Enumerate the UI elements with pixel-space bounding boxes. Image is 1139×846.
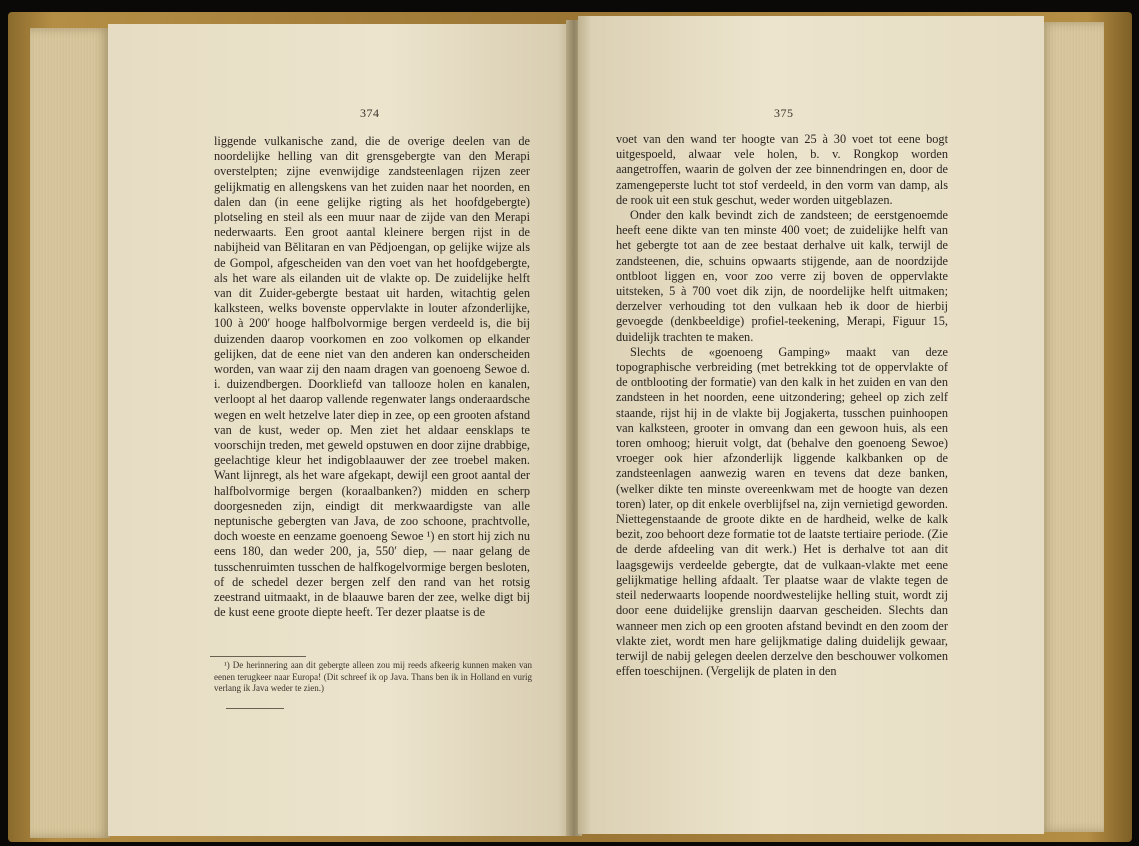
page-number-left: 374 (360, 106, 380, 120)
footnote-end-rule (226, 708, 284, 709)
right-body-text (616, 132, 948, 679)
right-paragraph-1: voet van den wand ter hoogte van 25 à 30 voet tot eene bogt uitgespoeld, alwaar vele holen, b. v. Rongkop worden aangetroffen, waarin de golven der zee binnendringen en, door de zamengeperste lucht tot stof verdeeld, in den vorm van damp, als de rook uit een stuk geschut, weder worden uitgeblazen. (616, 132, 948, 207)
left-paragraph-1: liggende vulkanische zand, die de overige deelen van de noordelijke helling van dit grensgebergte van den Merapi overstelpten; zijne evenwijdige zandsteenlagen rijzen zeer gelijkmatig en allengskens van het zuiden naar het noorden, en dalen dan (in eene gelijke rigting als het hoofdgebergte) plotseling en steil als een muur naar de zijde van den Merapi nederwaarts. Een groot aantal kleinere bergen rijst in de nabijheid van Bělitaran en van Pědjoengan, op gelijke wijze als de Gompol, afgescheiden van den voet van het hoofdgebergte, als het ware als eilanden uit de vlakte op. De zuidelijke helft van dit Zuider-gebergte bestaat uit harden, witachtig gelen kalksteen, welks bovenste oppervlakte in louter afzonderlijke, 100 à 200′ hooge halfbolvormige bergen verdeeld is, die bij duizenden daarop voorkomen en zoo volkomen op elkander gelijken, dat de eene niet van den anderen kan onderscheiden worden, van waar zij den naam dragen van goenoeng Sewoe d. i. duizendbergen. Doorkliefd van tallooze holen en kanalen, verloopt al het daarop vallende regenwater langs onderaardsche wegen en welt hetzelve later diep in zee, op een grooten afstand van de kust, weder op. Men ziet het aldaar eensklaps te voorschijn treden, met geweld opstuwen en door zijne drabbige, geelachtige kleur het indigoblaauwer der zee troebel maken. Want lijnregt, als het ware afgekapt, dewijl een groot aantal der halfbolvormige bergen (koraalbanken?) midden en scherp doorgesneden zijn, eindigt dit merkwaardigste van alle neptunische gebergten van Java, de zoo schoone, prachtvolle, doch woeste en eenzame goenoeng Sewoe ¹) en stort hij zich nu eens 180, dan weder 200, ja, 550′ diep, — naar gelang de tusschenruimten tusschen de halfkogelvormige bergen besloten, of de schedel dezer bergen zelf den rand van het rotsig zeestrand uitmaakt, in de blaauwe baren der zee, welke digt bij de kust eene groote diepte heeft. Ter dezer plaatse is de (214, 134, 530, 620)
footnote-text: ¹) De herinnering aan dit gebergte alleen zou mij reeds afkeerig kunnen maken van eenen terugkeer naar Europa! (Dit schreef ik op Java. Thans ben ik in Holland en vurig verlang ik Java weder te zien.) (214, 660, 532, 693)
left-page (108, 24, 572, 836)
right-page-edges (1040, 22, 1104, 832)
left-page-edges (30, 28, 110, 838)
right-paragraph-2: Onder den kalk bevindt zich de zandsteen; de eerstgenoemde heeft eene dikte van ten minste 400 voet; de zuidelijke helft van het gebergte tot aan de zee bestaat derhalve uit kalk, terwijl de zandsteenen, die, schuins opwaarts stijgende, aan de noordzijde ontbloot liggen en, voor zoo verre zij boven de oppervlakte uitsteken, 5 à 700 voet dik zijn, de noordelijke helft uitmaken; derzelver verhouding tot den vulkaan heb ik door de hierbij gevoegde (denkbeeldige) profiel-teekening, Merapi, Figuur 15, duidelijk trachten te maken. (616, 208, 948, 344)
page-number-right: 375 (774, 106, 794, 120)
footnote-separator (210, 656, 306, 657)
footnote (214, 660, 532, 695)
right-paragraph-3: Slechts de «goenoeng Gamping» maakt van deze topographische verbreiding (met betrekking tot de oppervlakte of de ontblooting der formatie) van den kalk in het zuiden en van den zandsteen in het noorden, eene uitzondering; geheel op zich zelf staande, rijst hij in de vlakte bij Jogjakerta, tusschen puinhoopen van kalksteen, grooter in omvang dan een gewoon huis, als een toren omhoog; hieruit volgt, dat (behalve den goenoeng Sewoe) vroeger ook hier afzonderlijk liggende kalkbanken op de zandsteenlagen aanwezig waren en tevens dat deze banken, (welker dikte ten minste overeenkwam met de hoogte van dezen toren) later, op dit enkele overblijfsel na, zijn vernietigd geworden. Niettegenstaande de groote dikte en de hardheid, welke de kalk bezit, zoo behoort deze formatie tot de laatste tertiaire periode. (Zie de derde afdeeling van dit werk.) Het is derhalve tot aan dit laagsgewijs verdeelde gebergte, dat de vulkaan-vlakte met eene gelijkmatige helling afdaalt. Ter plaatse waar de vlakte tegen de steil nederwaarts loopende noordwestelijke helling stuit, wordt zij door eene duidelijke grenslijn daarvan gescheiden. Slechts dan wanneer men zich op een grooten afstand bevindt en den zoom der vlakte ziet, wordt men hare gelijkmatige daling duidelijk gewaar, terwijl de nabij gelegen deelen derzelve den beschouwer volkomen effen toeschijnen. (Vergelijk de platen in den (616, 344, 948, 679)
right-page (578, 16, 1044, 834)
left-body-text (214, 134, 530, 621)
